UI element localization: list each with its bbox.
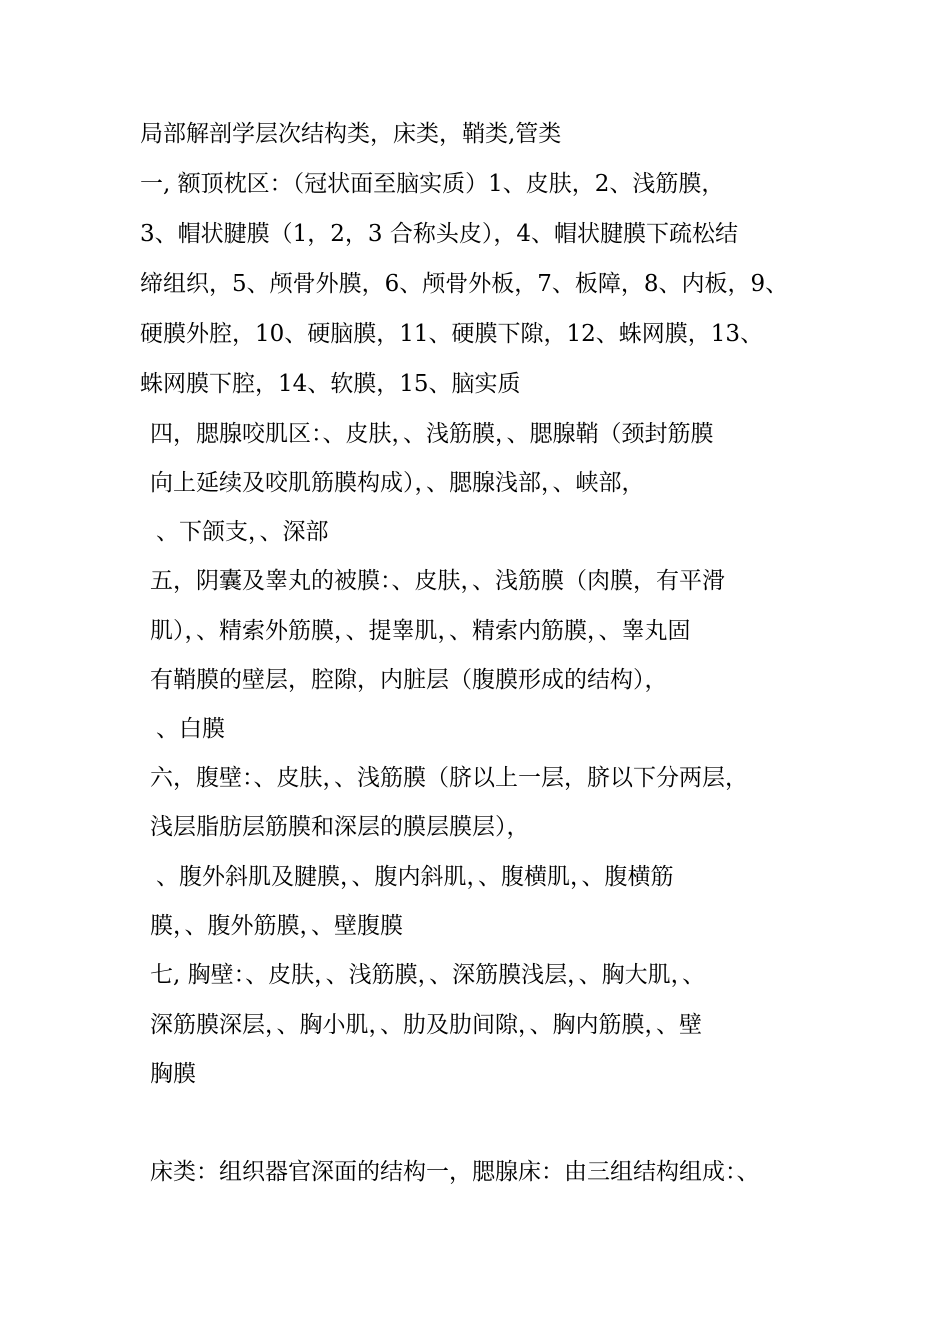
text-line: 、腹外斜肌及腱膜，、腹内斜肌，、腹横肌，、腹横筋 <box>156 864 674 890</box>
text-line: 有鞘膜的壁层，腔隙，内脏层（腹膜形成的结构）， <box>150 667 668 693</box>
text-line: 膜，、腹外筋膜，、壁腹膜 <box>150 913 403 939</box>
text-line: 向上延续及咬肌筋膜构成），、腮腺浅部，、峡部， <box>150 470 645 496</box>
text-line: 3、帽状腱膜（1，2，3 合称头皮），4、帽状腱膜下疏松结 <box>140 221 738 247</box>
text-line: 、白膜 <box>156 716 225 742</box>
text-line: 七, 胸壁：、皮肤，、浅筋膜，、深筋膜浅层，、胸大肌，、 <box>150 962 706 988</box>
text-line: 胸膜 <box>150 1061 196 1087</box>
document-title: 局部解剖学层次结构类，床类，鞘类,管类 <box>140 121 562 147</box>
text-line: 深筋膜深层，、胸小肌，、肋及肋间隙，、胸内筋膜，、壁 <box>150 1012 702 1038</box>
text-line: 、下颌支，、深部 <box>156 519 329 545</box>
text-line: 缔组织，5、颅骨外膜，6、颅骨外板，7、板障，8、内板，9、 <box>140 271 789 297</box>
text-line: 一, 额顶枕区：（冠状面至脑实质）1、皮肤，2、浅筋膜， <box>140 171 725 197</box>
text-line: 四，腮腺咬肌区：、皮肤，、浅筋膜，、腮腺鞘（颈封筋膜 <box>150 421 714 447</box>
text-line: 床类：组织器官深面的结构一，腮腺床：由三组结构组成：、 <box>150 1159 760 1185</box>
text-line: 蛛网膜下腔，14、软膜，15、脑实质 <box>140 371 521 397</box>
text-line: 浅层脂肪层筋膜和深层的膜层膜层）， <box>150 814 530 840</box>
text-line: 肌），、精索外筋膜，、提睾肌，、精索内筋膜，、睾丸固 <box>150 618 691 644</box>
text-line: 五，阴囊及睾丸的被膜：、皮肤，、浅筋膜（肉膜，有平滑 <box>150 568 725 594</box>
text-line: 六，腹壁：、皮肤，、浅筋膜（脐以上一层，脐以下分两层， <box>150 765 748 791</box>
text-line: 硬膜外腔，10、硬脑膜，11、硬膜下隙，12、蛛网膜，13、 <box>140 321 764 347</box>
